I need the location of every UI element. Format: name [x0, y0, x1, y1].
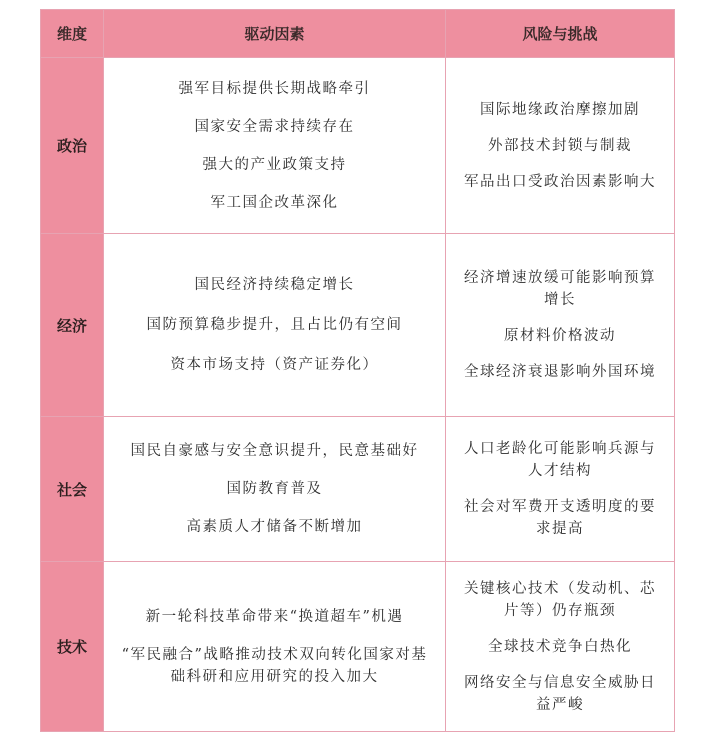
driver-item: 国民经济持续稳定增长 [194, 277, 355, 293]
factors-table [40, 9, 675, 732]
risks-cell [446, 562, 675, 732]
risk-item: 国际地缘政治摩擦加剧 [480, 101, 640, 118]
header-drivers: 驱动因素 [104, 10, 446, 58]
dimension-cell: 政治 [41, 58, 104, 234]
dimension-cell: 经济 [41, 234, 104, 417]
driver-item: 资本市场支持（资产证券化） [170, 357, 379, 373]
driver-item: 军工国企改革深化 [210, 194, 339, 211]
drivers-cell [104, 234, 446, 417]
table-header-row [41, 10, 675, 58]
risk-item: 社会对军费开支透明度的要求提高 [464, 499, 656, 537]
drivers-cell [104, 58, 446, 234]
driver-item: 国民自豪感与安全意识提升，民意基础好 [130, 443, 419, 459]
driver-item: 强军目标提供长期战略牵引 [178, 80, 371, 97]
driver-item: 高素质人才储备不断增加 [186, 519, 363, 535]
dimension-cell: 社会 [41, 417, 104, 562]
drivers-cell [104, 417, 446, 562]
drivers-cell [104, 562, 446, 732]
table-row [41, 417, 675, 562]
risk-item: 全球经济衰退影响外国环境 [464, 364, 656, 380]
driver-item: 国防预算稳步提升，且占比仍有空间 [146, 317, 403, 333]
header-risks: 风险与挑战 [446, 10, 675, 58]
risk-item: 全球技术竞争白热化 [488, 638, 632, 655]
driver-item: 国防教育普及 [226, 481, 323, 497]
risks-cell [446, 58, 675, 234]
risks-cell [446, 234, 675, 417]
risk-item: 经济增速放缓可能影响预算增长 [464, 270, 656, 308]
driver-item: 新一轮科技革命带来“换道超车”机遇 [145, 608, 404, 625]
table-row [41, 562, 675, 732]
risk-item: 网络安全与信息安全威胁日益严峻 [464, 674, 656, 713]
dimension-cell: 技术 [41, 562, 104, 732]
risk-item: 军品出口受政治因素影响大 [464, 173, 656, 190]
risk-item: 原材料价格波动 [504, 328, 616, 344]
risk-item: 人口老龄化可能影响兵源与人才结构 [464, 441, 656, 479]
driver-item: 强大的产业政策支持 [202, 156, 347, 173]
table-row [41, 234, 675, 417]
driver-item: 国家安全需求持续存在 [194, 118, 355, 135]
table-row [41, 58, 675, 234]
risk-item: 关键核心技术（发动机、芯片等）仍存瓶颈 [464, 580, 656, 619]
risks-cell [446, 417, 675, 562]
driver-item: “军民融合”战略推动技术双向转化国家对基础科研和应用研究的投入加大 [121, 646, 428, 685]
risk-item: 外部技术封锁与制裁 [488, 137, 632, 154]
header-dimension: 维度 [41, 10, 104, 58]
